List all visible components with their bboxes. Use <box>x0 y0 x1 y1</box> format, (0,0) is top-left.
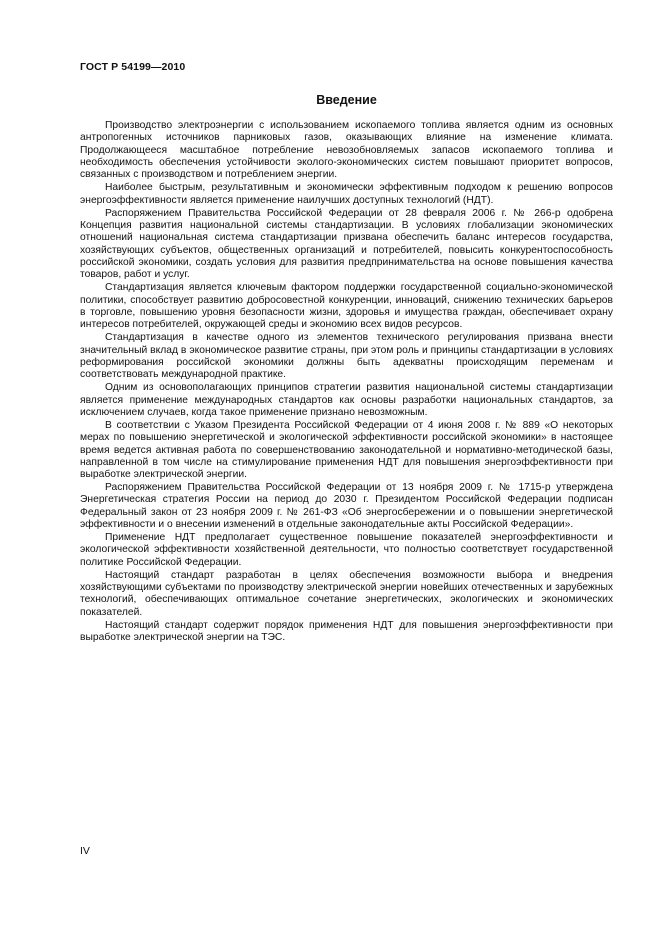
section-title: Введение <box>316 93 377 107</box>
paragraph: Настоящий стандарт разработан в целях обеспечения возможности выбора и внедрения хозяйствующими субъектами по производству электрической энергии новейших отечественных и зарубежных технологий, обеспечивающих оптимальное сочетание энергетических, экологических и экономических показателей. <box>80 569 613 618</box>
introduction-body <box>80 120 613 645</box>
paragraph: Стандартизация в качестве одного из элементов технического регулирования призвана внести значительный вклад в экономическое развитие страны, при этом роль и принципы стандартизации в условиях реформирования российской экономики должны быть адекватны происходящим переменам и соответствовать международной практике. <box>80 332 613 381</box>
paragraph: Настоящий стандарт содержит порядок применения НДТ для повышения энергоэффективности при выработке электрической энергии на ТЭС. <box>80 619 613 644</box>
paragraph: Наиболее быстрым, результативным и экономически эффективным подходом к решению вопросов энергоэффективности является применение наилучших доступных технологий (НДТ). <box>80 182 613 206</box>
paragraph: Распоряжением Правительства Российской Федерации от 28 февраля 2006 г. № 266-р одобрена Концепция развития национальной системы стандартизации. В условиях глобализации экономических отношений национальная система стандартизации призвана обеспечить баланс интересов государства, хозяйствующих субъектов, общественных организаций и потребителей, повысить конкурентоспособность российской экономики, создать условия для развития предпринимательства на основе повышения качества товаров, работ и услуг. <box>80 207 613 281</box>
page-header-standard-id: ГОСТ Р 54199—2010 <box>80 61 186 73</box>
paragraph: Стандартизация является ключевым фактором поддержки государственной социально-экономической политики, способствует развитию добросовестной конкуренции, инноваций, снижению технических барьеров в торговле, повышению уровня безопасности жизни, здоровья и имущества граждан, обеспечивает охрану интересов потребителей, окружающей среды и экономию всех видов ресурсов. <box>80 282 613 331</box>
page-number: IV <box>80 845 90 857</box>
paragraph: Производство электроэнергии с использованием ископаемого топлива является одним из основных антропогенных источников парниковых газов, оказывающих влияние на изменение климата. Продолжающееся масштабное потребление невозобновляемых запасов ископаемого топлива и необходимость обеспечения устойчивости эколого-экономических систем повышают приоритет вопросов, связанных с производством и потреблением энергии. <box>80 120 613 181</box>
paragraph: Распоряжением Правительства Российской Федерации от 13 ноября 2009 г. № 1715-р утверждена Энергетическая стратегия России на период до 2030 г. Президентом Российской Федерации подписан Федеральный закон от 23 ноября 2009 г. № 261-ФЗ «Об энергосбережении и о повышении энергетической эффективности и о внесении изменений в отдельные законодательные акты Российской Федерации». <box>80 482 613 531</box>
paragraph: Одним из основополагающих принципов стратегии развития национальной системы стандартизации является применение международных стандартов как основы разработки национальных стандартов, за исключением случаев, когда такое применение признано невозможным. <box>80 382 613 418</box>
paragraph: Применение НДТ предполагает существенное повышение показателей энергоэффективности и экологической эффективности хозяйственной деятельности, что полностью соответствует государственной политике Российской Федерации. <box>80 532 613 568</box>
paragraph: В соответствии с Указом Президента Российской Федерации от 4 июня 2008 г. № 889 «О некоторых мерах по повышению энергетической и экологической эффективности российской экономики» в настоящее время ведется активная работа по совершенствованию законодательной и нормативно-методической базы, направленной в том числе на стимулирование применения НДТ для повышения энергоэффективности при выработке электрической энергии. <box>80 419 613 481</box>
